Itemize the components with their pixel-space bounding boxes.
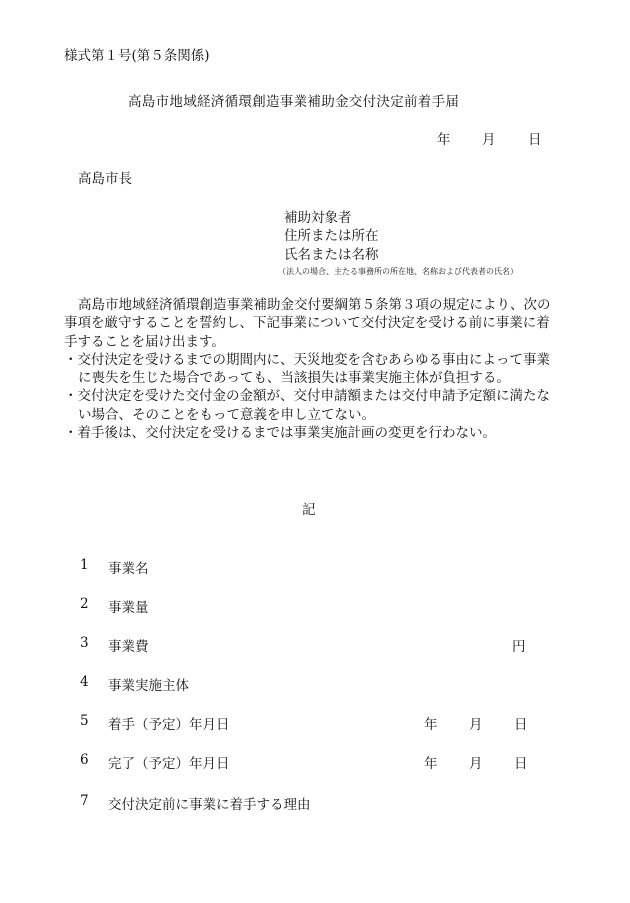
applicant-heading: 補助対象者 [284, 210, 352, 226]
addressee: 高島市長 [78, 171, 132, 187]
pledge-item: ・交付決定を受けるまでの期間内に、天災地変を含むあらゆる事由によって事業に喪失を生じた場合であっても、当該損失は事業実施主体が負担する。 [64, 351, 550, 387]
date-month: 月 [482, 132, 496, 148]
document-title: 高島市地域経済循環創造事業補助金交付決定前着手届 [128, 94, 460, 110]
ki-heading: 記 [302, 502, 316, 518]
intro-paragraph: 高島市地域経済循環創造事業補助金交付要綱第５条第３項の規定により、次の事項を厳守することを誓約し、下記事業について交付決定を受ける前に事業に着手することを届け出ます。 [64, 297, 551, 350]
start-year: 年 [424, 717, 438, 733]
item-number: 1 [80, 557, 89, 573]
item-label: 完了（予定）年月日 [108, 756, 230, 772]
date-day: 日 [528, 132, 542, 148]
item-number: 7 [80, 793, 89, 809]
item-number: 3 [80, 635, 89, 651]
applicant-address-label: 住所または所在 [284, 228, 379, 244]
item-label: 事業費 [108, 639, 149, 655]
body-text [64, 296, 556, 442]
item-label: 事業量 [108, 600, 149, 616]
pledge-item: ・交付決定を受けた交付金の金額が、交付申請額または交付申請予定額に満たない場合、そのことをもって意義を申し立てない。 [64, 388, 550, 423]
item-number: 5 [80, 713, 89, 729]
item-label: 着手（予定）年月日 [108, 717, 230, 733]
pledge-item: ・着手後は、交付決定を受けるまでは事業実施計画の変更を行わない。 [64, 425, 496, 442]
item-label: 事業実施主体 [108, 678, 189, 694]
item-number: 2 [80, 596, 89, 612]
item-number: 6 [80, 752, 89, 768]
start-day: 日 [514, 717, 528, 733]
end-year: 年 [424, 756, 438, 772]
item-label: 交付決定前に事業に着手する理由 [108, 797, 311, 813]
applicant-note: （法人の場合、主たる事務所の所在地、名称および代表者の氏名） [278, 267, 518, 276]
applicant-name-label: 氏名または名称 [284, 247, 379, 263]
start-month: 月 [469, 717, 483, 733]
currency-unit: 円 [512, 639, 526, 655]
date-year: 年 [437, 132, 451, 148]
end-month: 月 [469, 756, 483, 772]
end-day: 日 [514, 756, 528, 772]
item-number: 4 [80, 674, 89, 690]
item-label: 事業名 [108, 561, 149, 577]
form-number: 様式第１号(第５条関係) [64, 48, 210, 64]
